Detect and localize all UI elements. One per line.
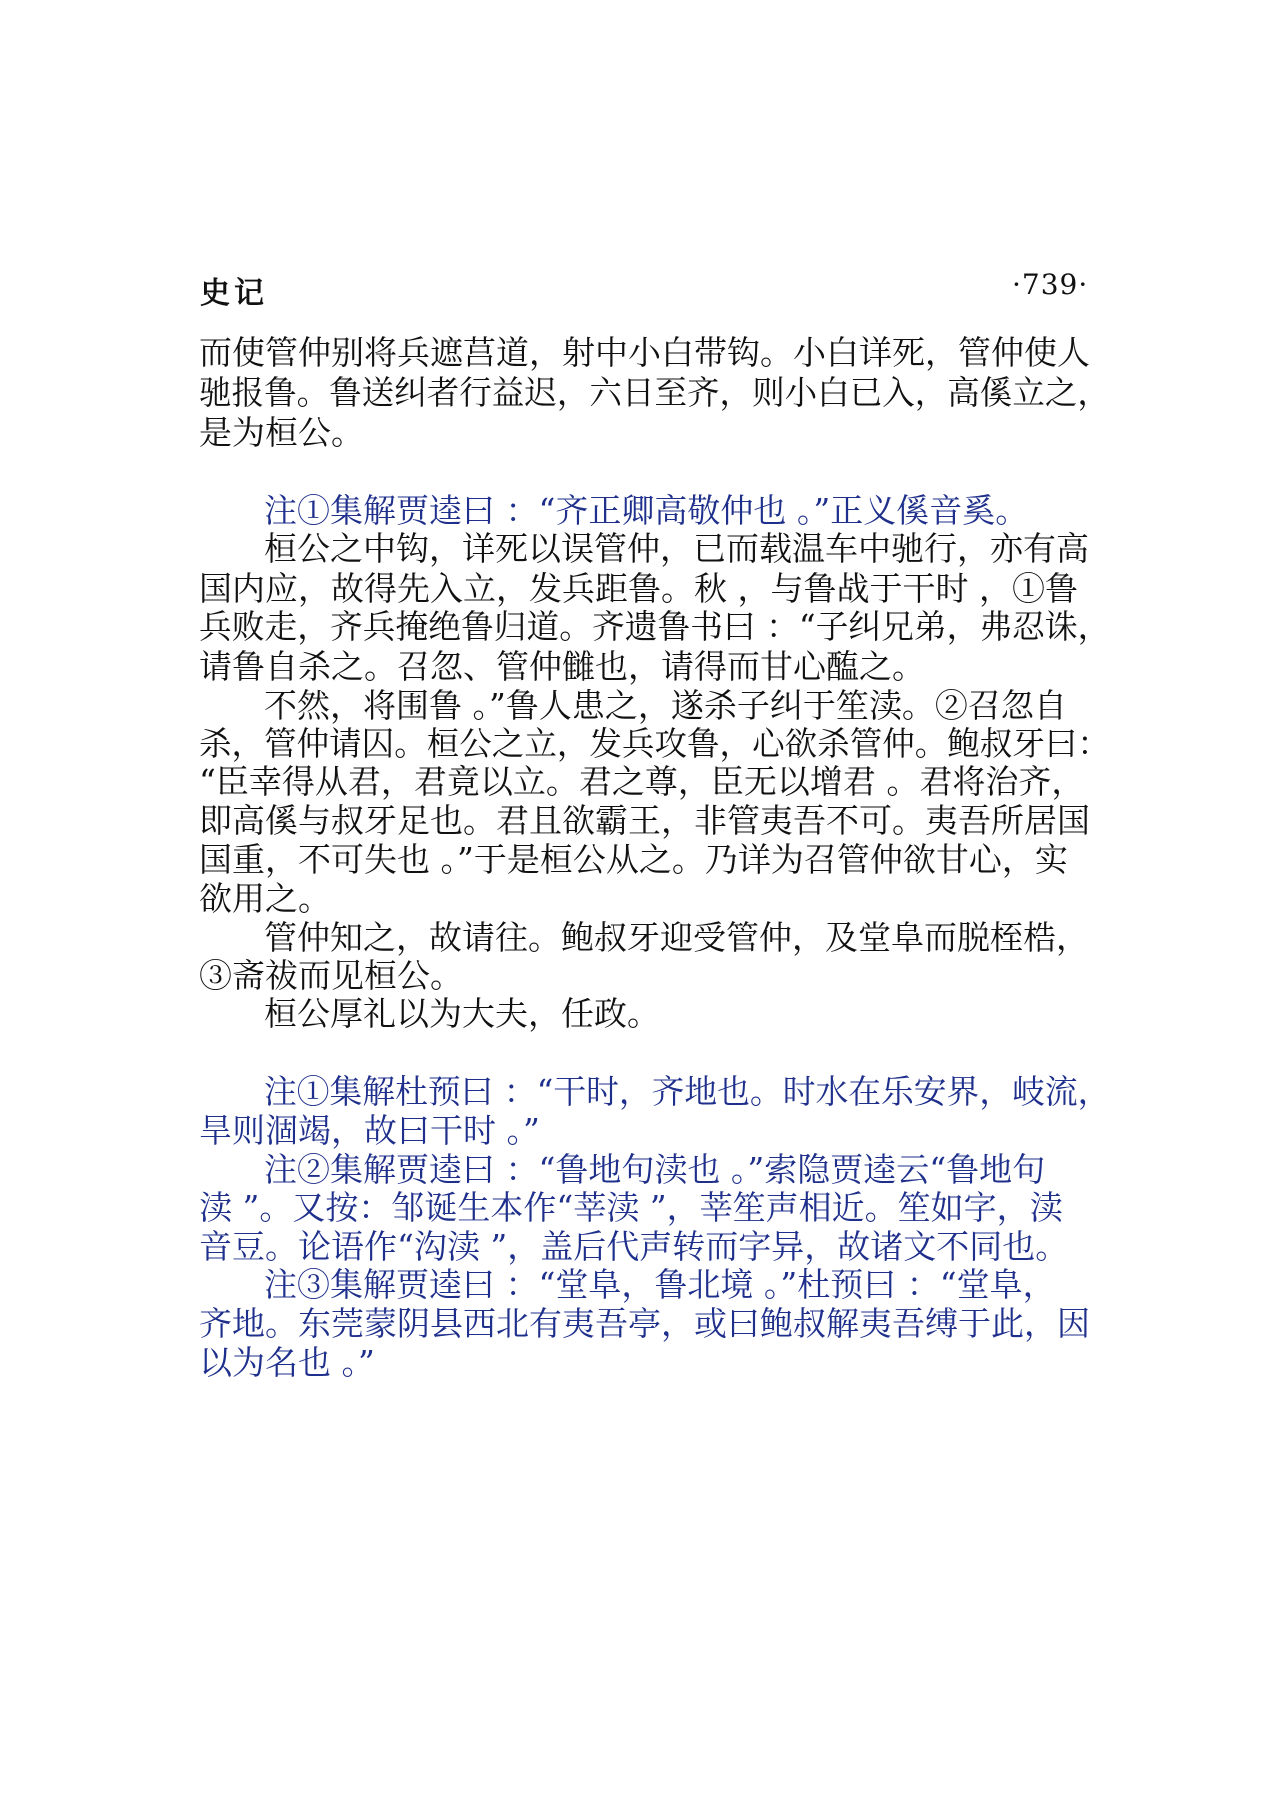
note-line: 以为名也 。”: [199, 1343, 375, 1382]
note-line: 音豆。论语作“沟渎 ”，盖后代声转而字异，故诸文不同也。: [199, 1227, 1069, 1266]
body-line: 桓公厚礼以为大夫，任政。: [264, 994, 660, 1033]
note-line: 齐地。东莞蒙阴县西北有夷吾亭，或曰鲍叔解夷吾缚于此，因: [199, 1304, 1090, 1343]
note-line: 注②集解贾逵曰 ：“鲁地句渎也 。”索隐贾逵云“鲁地句: [264, 1150, 1046, 1189]
body-line: 桓公之中钩，详死以误管仲，已而载温车中驰行，亦有高: [264, 529, 1089, 568]
body-line: 不然，将围鲁 。”鲁人患之，遂杀子纠于笙渎。②召忽自: [264, 686, 1067, 725]
note-line: 注①集解杜预曰 ：“干时，齐地也。时水在乐安界，岐流，: [264, 1072, 1111, 1111]
body-line: 请鲁自杀之。召忽、管仲雠也，请得而甘心醢之。: [199, 647, 925, 686]
body-line: 驰报鲁。鲁送纠者行益迟，六日至齐，则小白已入，高傒立之，: [199, 373, 1110, 412]
body-line: 国重，不可失也 。”于是桓公从之。乃详为召管仲欲甘心，实: [199, 840, 1068, 879]
note-line: 旱则涸竭，故曰干时 。”: [199, 1111, 540, 1150]
body-line: 即高傒与叔牙足也。君且欲霸王，非管夷吾不可。夷吾所居国: [199, 801, 1090, 840]
body-line: 欲用之。: [199, 879, 331, 918]
body-line: 是为桓公。: [199, 413, 364, 452]
running-header-title: 史记: [200, 276, 268, 311]
body-line: “臣幸得从君，君竟以立。君之尊，臣无以增君 。君将治齐，: [199, 762, 1085, 801]
body-line: 而使管仲别将兵遮莒道，射中小白带钩。小白详死，管仲使人: [199, 333, 1090, 372]
page-number: ·739·: [1012, 268, 1089, 301]
body-line: 管仲知之，故请往。鲍叔牙迎受管仲，及堂阜而脱桎梏，: [264, 918, 1089, 957]
body-line: ③斋祓而见桓公。: [199, 956, 463, 995]
body-line: 国内应，故得先入立，发兵距鲁。秋 ，与鲁战于干时 ，①鲁: [199, 569, 1078, 608]
body-line: 兵败走，齐兵掩绝鲁归道。齐遗鲁书曰 ：“子纠兄弟，弗忍诛，: [199, 607, 1111, 646]
note-line: 注①集解贾逵曰 ：“齐正卿高敬仲也 。”正义傒音奚。: [264, 491, 1029, 530]
body-line: 杀，管仲请囚。桓公之立，发兵攻鲁，心欲杀管仲。鲍叔牙曰：: [199, 724, 1110, 763]
note-line: 注③集解贾逵曰 ：“堂阜，鲁北境 。”杜预曰 ：“堂阜，: [264, 1265, 1056, 1304]
note-line: 渎 ”。又按：邹诞生本作“莘渎 ”，莘笙声相近。笙如字，渎: [199, 1188, 1063, 1227]
